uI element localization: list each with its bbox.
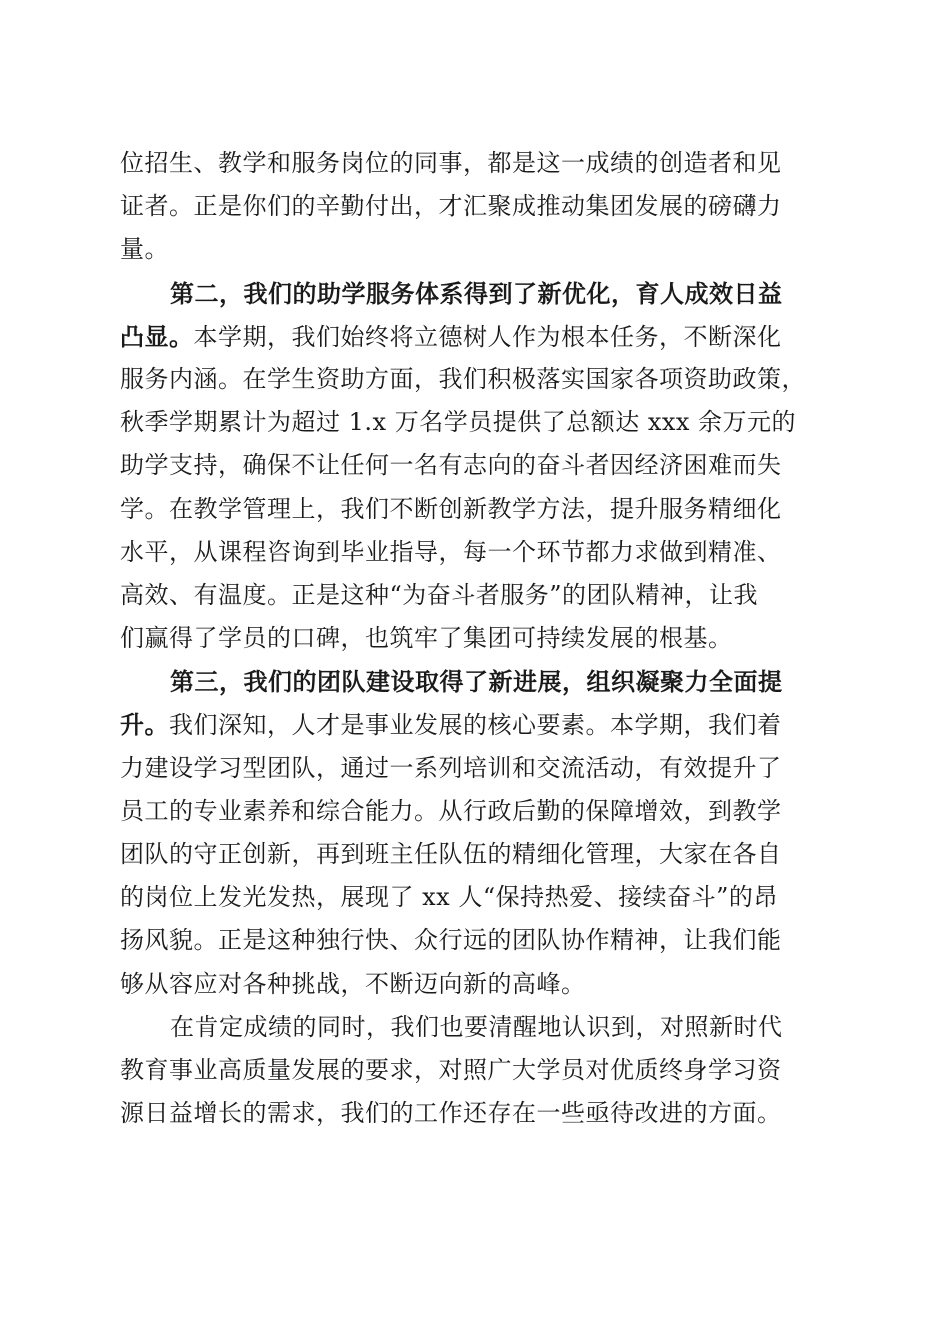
text-line-rest: 我们深知，人才是事业发展的核心要素。本学期，我们着 <box>169 711 782 740</box>
paragraph-3 <box>120 660 840 1006</box>
text-line: 服务内涵。在学生资助方面，我们积极落实国家各项资助政策， <box>120 364 806 393</box>
text-line: 够从容应对各种挑战，不断迈向新的高峰。 <box>120 969 586 998</box>
text-line: 在肯定成绩的同时，我们也要清醒地认识到，对照新时代 <box>170 1012 783 1041</box>
text-line: 证者。正是你们的辛勤付出，才汇聚成推动集团发展的磅礴力 <box>120 192 782 221</box>
text-line: 教育事业高质量发展的要求，对照广大学员对优质终身学习资 <box>120 1055 782 1084</box>
text-line: 位招生、教学和服务岗位的同事，都是这一成绩的创造者和见 <box>120 149 782 177</box>
text-line: 员工的专业素养和综合能力。从行政后勤的保障增效，到教学 <box>120 796 782 825</box>
paragraph-2 <box>120 272 840 661</box>
text-line-rest: 本学期，我们始终将立德树人作为根本任务，不断深化 <box>193 322 782 351</box>
text-line: 高效、有温度。正是这种“为奋斗者服务”的团队精神，让我 <box>120 580 759 609</box>
text-line: 助学支持，确保不让任何一名有志向的奋斗者因经济困难而失 <box>120 451 782 480</box>
paragraph-1 <box>120 142 840 272</box>
text-line: 的岗位上发光发热，展现了 xx 人“保持热爱、接续奋斗”的昂 <box>120 883 778 912</box>
text-line: 力建设学习型团队，通过一系列培训和交流活动，有效提升了 <box>120 753 782 782</box>
text-line: 水平，从课程咨询到毕业指导，每一个环节都力求做到精准、 <box>120 537 782 566</box>
text-line: 们赢得了学员的口碑，也筑牢了集团可持续发展的根基。 <box>120 624 733 653</box>
text-line: 秋季学期累计为超过 1.x 万名学员提供了总额达 xxx 余万元的 <box>120 408 797 437</box>
paragraph-heading: 第二，我们的助学服务体系得到了新优化，育人成效日益 <box>170 278 783 308</box>
text-line: 量。 <box>120 235 169 264</box>
paragraph-heading: 第三，我们的团队建设取得了新进展，组织凝聚力全面提 <box>170 667 783 697</box>
text-line: 源日益增长的需求，我们的工作还存在一些亟待改进的方面。 <box>120 1099 782 1128</box>
text-line <box>120 315 840 358</box>
paragraph-heading-end: 凸显。 <box>120 321 194 351</box>
text-line <box>120 703 840 746</box>
text-line: 扬风貌。正是这种独行快、众行远的团队协作精神，让我们能 <box>120 926 782 955</box>
paragraph-heading-end: 升。 <box>120 710 169 740</box>
text-line: 学。在教学管理上，我们不断创新教学方法，提升服务精细化 <box>120 494 782 523</box>
text-line: 团队的守正创新，再到班主任队伍的精细化管理，大家在各自 <box>120 840 782 868</box>
document-body <box>120 142 840 1135</box>
paragraph-4 <box>120 1006 840 1136</box>
